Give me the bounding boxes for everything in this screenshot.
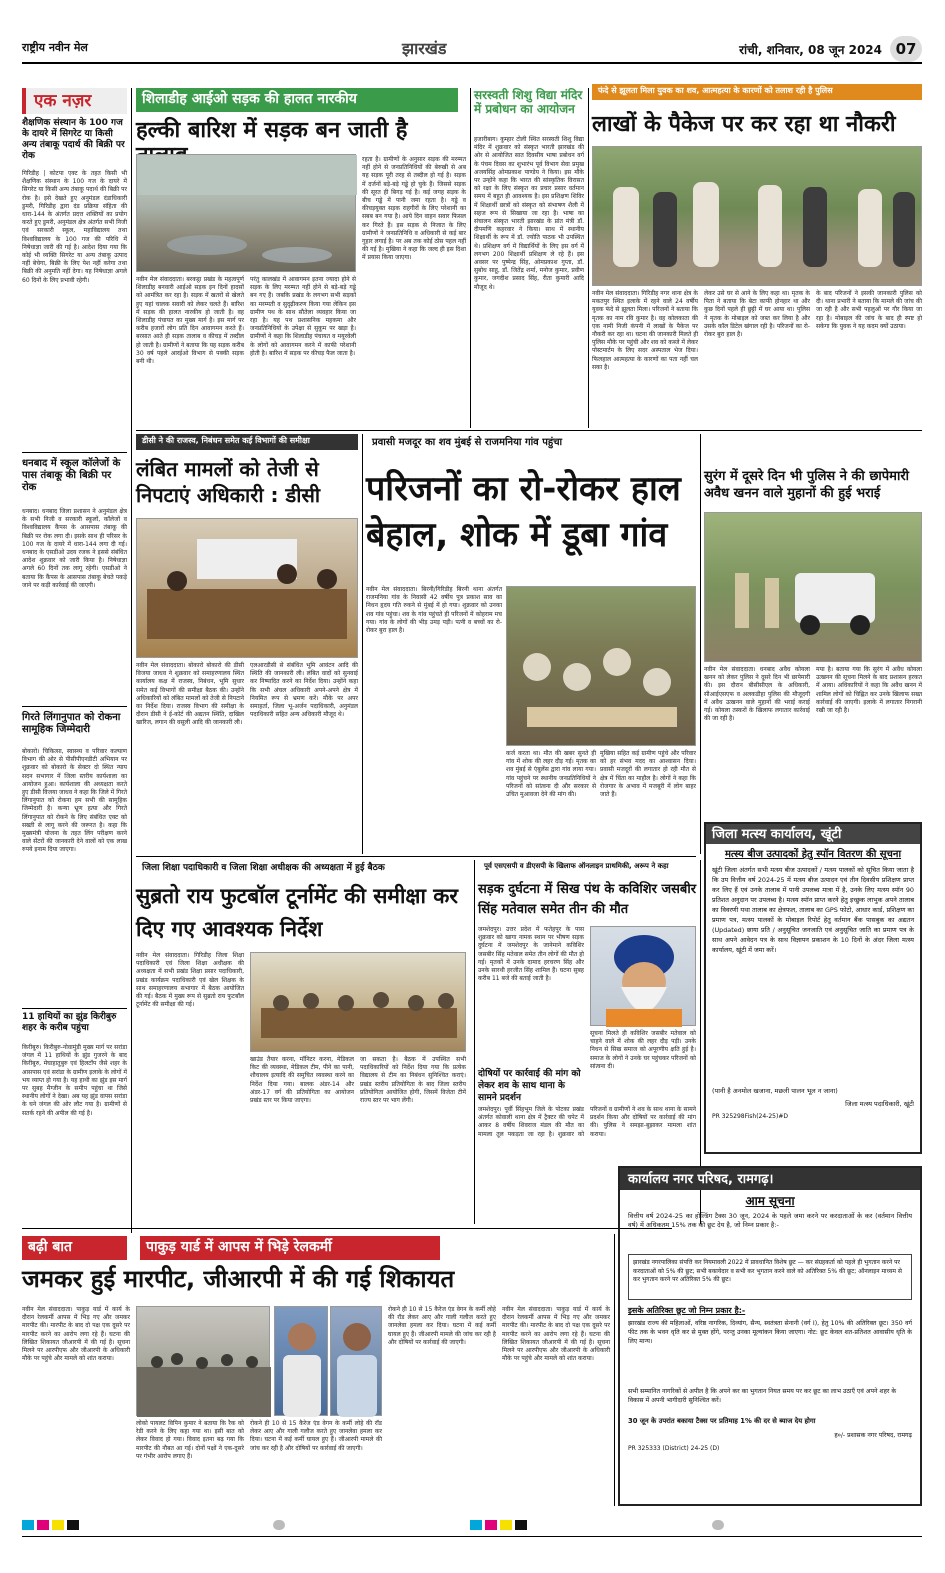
a7-column-3: जा सकता है। बैठक में उपस्थित सभी पदाधिकारियों को निर्देश दिया गया कि प्रत्येक विद्यालय से टीम का निबंधन सुनिश्चित कराएं। प्रखंड स्तरीय प्रतियोगिता के बाद जिला स्तरीय प्रतियोगिता आयोजित होगी, जिसमें विजेता टीमें राज्य स्तर पर भाग लेंगी। (360, 1056, 466, 1105)
column-rule (474, 860, 475, 1224)
notice-slogan: (पानी है अनमोल खजाना, मछली पालन भूल न जाना) (712, 1087, 838, 1095)
notice-body: खूंटी जिला अंतर्गत सभी मत्स्य बीज उत्पादकों / मत्स्य पालकों को सूचित किया जाता है कि उप वित्तीय वर्ष 2024-25 में मत्स्य बीज उत्पादन एवं तीन दिवसीय प्रशिक्षण प्राप्त कर लिए हैं एवं उनके तालाब में पानी उपलब्ध मात्रा में है, उनके लिए मत्स्य स्पॉन 90 प्रतिशत अनुदान पर उपलब्ध है। मत्स्य स्पॉन प्राप्त करने हेतु इच्छुक लाभुक अपने तालाब का विवरणी यथा तालाब का क्षेत्रफल, तालाब का GPS फोटो, आधार कार्ड, प्रशिक्षण का प्रमाण पत्र, मत्स्य पालकों के मोबाइल रिपोर्ट हेतु वर्तमान बैंक पासबुक का अद्यतन (Updated) छाया प्रति / अनुसूचित जनजाति एवं अनुसूचित जाति का प्रमाण पत्र के साथ अपने आवेदन पत्र के साथ विज्ञापन प्रकाशन के 10 दिनों के अंदर जिला मत्स्य कार्यालय, खूंटी में जमा करें। (712, 866, 914, 954)
a5-column-3: मुखिया सहित कई ग्रामीण पहुंचे और परिवार को हर संभव मदद का आश्वासन दिया। प्रवासी मजदूरों की लगातार हो रही मौत से क्षेत्र में चिंता का माहौल है। लोगों ने कहा कि रोजगार के अभाव में मजबूरी में लोग बाहर जाते हैं। (600, 750, 696, 799)
a7-column-1: नवीन मेल संवाददाता। गिरिडीह जिला शिक्षा पदाधिकारी एवं जिला शिक्षा अधीक्षक की अध्यक्षता में सभी प्रखंड शिक्षा प्रसार पदाधिकारी, प्रखंड कार्यक्रम पदाधिकारी एवं खेल शिक्षक के साथ समाहरणालय सभागार में बैठक आयोजित की गई। बैठक में मुख्य रूप से सुब्रतो राय फुटबॉल टूर्नामेंट की समीक्षा की गई। (136, 952, 244, 1009)
a8-column-2: सूचना मिलते ही कविशिर जसबीर मतेवाल को चाहने वाले में शोक की लहर दौड़ पड़ी। उनके निधन से सिख समाज को अपूरणीय क्षति हुई है। समाज के लोगों ने उनके घर पहुंचकर परिजनों को सांत्वना दी। (590, 1030, 696, 1070)
notice-extra-head: इसके अतिरिक्त छूट जो निम्न प्रकार है:- (628, 1306, 746, 1316)
people-photo (592, 146, 922, 286)
a3-column-2: लेकर उसे घर से आने के लिए कहा था। मृतक के पिता ने बताया कि बेटा काफी होनहार था और कुछ दिनों पहले ही छुट्टी में घर आया था। पुलिस ने मृतक के मोबाइल को जब्त कर लिया है और उसके कॉल डिटेल खंगाल रही है। परिजनों का रो-रोकर बुरा हाल है। (704, 290, 810, 339)
education-meeting-photo (250, 952, 466, 1052)
notice-appeal: सभी सम्मानित नागरिकों से अपील है कि अपने कर का भुगतान नियत समय पर कर छूट का लाभ उठाएँ एवं अपने शहर के विकास में अपनी भागीदारी सुनिश्चित करें। (628, 1387, 897, 1404)
notice-extra: झारखंड राज्य की महिलाओं, वरिष्ठ नागरिक, दिव्यांग, सैन्य, स्वतंत्रता सेनानी (वर्ग I), हेतु 10% की अतिरिक्त छूट। 350 वर्ग फीट तक के भवन धृति कर से मुक्त होंगे, परन्तु उनका मूल्यांकन किया जाएगा। नोट: छूट केवल शत-प्रतिशत आवासीय धृति के लिए मान्य। (628, 1319, 912, 1345)
sidebar-story-2-head: धनबाद में स्कूल कॉलेजों के पास तंबाकू की बिक्री पर रोक (22, 458, 121, 493)
story-headline: सड़क दुर्घटना में सिख पंथ के कविशिर जसबीर सिंह मतेवाल समेत तीन की मौत (478, 882, 697, 917)
a1-column-3: रहता है। ग्रामीणों के अनुसार सड़क की मरम्मत नहीं होने से जनप्रतिनिधियों की बेरुखी से अब यह सड़क पूरी तरह से तब्दील हो गई है। सड़क में दर्जनों बड़े-बड़े गड्ढे हो चुके हैं। जिससे सड़क की सूरत ही बिगड़ गई है। कई जगह सड़क के बीच गड्ढे में पानी जमा रहता है। गड्ढे व कीचड़युक्त सड़क राहगीरों के लिए परेशानी का सबब बन गया है। आये दिन वाहन सवार फिसल कर गिरते हैं। इस सड़क से निजात के लिए ग्रामीणों ने जनप्रतिनिधि व अधिकारी से कई बार गुहार लगाई है। पर अब तक कोई ठोस पहल नहीं की गई है। मुखिया ने कहा कि जल्द ही इस दिशा में प्रयास किया जाएगा। (362, 156, 466, 262)
fisheries-notice (704, 822, 922, 1154)
portrait-photo (590, 926, 696, 1026)
masthead (22, 36, 922, 64)
badhi-baat-label: बढ़ी बात (22, 1236, 127, 1260)
story-strip: सरस्वती शिशु विद्या मंदिर में प्रबोधन का आयोजन (474, 88, 583, 116)
municipal-notice (618, 1166, 922, 1506)
section-rule (22, 1228, 672, 1229)
a2-body: हजारीबाग। कुम्हार टोली स्थित सरस्वती शिशु विद्या मंदिर में शुक्रवार को संस्कृत भारती झारखंड की ओर से आयोजित सात दिवसीय भाषा प्रबोधन वर्ग के पंचम दिवस का शुभारंभ पूर्व विभाग सेवा प्रमुख अजयसिंह ओमप्रकाश पाण्डेय ने किया। इस मौके पर उन्होंने कहा कि भारत की सांस्कृतिक विरासत को रक्षा के लिए संस्कृत का प्रचार प्रसार वर्तमान समय में बहुत ही आवश्यक है। इस प्रशिक्षण शिविर में शिक्षार्थी छात्रों को संस्कृत को संभाषण शैली में सहज रूप से सिखाया जा रहा है। भाषा का संचालन संस्कृत भारती झारखंड के प्रांत मंत्री डॉ. दीपमणि कहरवार ने किया। साथ में स्थानीय शिक्षार्थी के रूप में डॉ. ज्योति पाठक भी उपस्थित थे। प्रशिक्षण वर्ग में विद्यार्थियों के लिए इस वर्ग में लगभग 200 शिक्षार्थी प्रशिक्षण ले रहे हैं। इस अवसर पर पुष्पेन्द्र सिंह, ओमप्रकाश गुप्ता, डॉ. सुबोध साहू, डॉ. जितेंद्र शर्मा, मनोज कुमार, प्रवीण कुमार, जगदीश प्रसाद सिंह, रीता कुमारी आदि मौजूद थे। (474, 136, 584, 291)
divider (22, 706, 127, 707)
sidebar-story-2-body: धनबाद। धनबाद जिला प्रशासन ने अनुमंडल क्षेत्र के सभी निजी व सरकारी स्कूलों, कॉलेजों व विश्वविद्यालय कैंपस के आसपास तंबाकू की बिक्री पर रोक लगा दी। इसके साथ ही परिसर के 100 गज के दायरे में धारा-144 लगा दी गई। धनबाद के एसडीओ उदय रजक ने इससे संबंधित आदेश शुक्रवार को जारी किया है। निषेधाज्ञा अगले 60 दिनों तक लागू रहेगी। एसडीओ ने बताया कि कैंपस के आसपास तंबाकू बेचते पकड़े जाने पर कड़ी कार्रवाई की जाएगी। (22, 508, 127, 589)
a4-column-1: नवीन मेल संवाददाता। बोकारो बोकारो की डीसी विजया जाधव ने शुक्रवार को समाहरणालय स्थित कार्यालय कक्ष में राजस्व, निबंधन, भूमि सुधार समेत कई विभागों की समीक्षा बैठक की। उन्होंने अधिकारियों को लंबित मामलों को तेजी से निपटाने का निर्देश दिया। राजस्व विभाग की समीक्षा के दौरान डीसी ने ई-कोर्ट की अद्यतन स्थिति, दाखिल खारिज, लगान की वसूली आदि की जानकारी ली। (136, 662, 244, 727)
notice-title: कार्यालय नगर परिषद, रामगढ़। (620, 1168, 920, 1190)
story-strip: शिलाडीह आईओ सड़क की हालत नारकीय (136, 88, 458, 112)
notice-pr: PR 325298Fish(24-25)#D (712, 1112, 788, 1120)
story-headline: जमकर हुई मारपीट, जीआरपी में की गई शिकायत (22, 1265, 455, 1293)
print-registration-bar (22, 1520, 922, 1534)
sidebar-story-3-head: गिरते लिंगानुपात को रोकना सामूहिक जिम्मेदारी (22, 712, 121, 735)
a5-column-1: नवीन मेल संवाददाता। बिरनी/गिरिडीह बिरनी थाना अंतर्गत राजमनिया गांव के निवासी 42 वर्षीय पुत्र प्रकाश साव का निधन हृदय गति रुकने से मुंबई में हो गया। शुक्रवार को उनका शव गांव पहुंचा। शव के गांव पहुंचते ही परिजनों में कोहराम मच गया। गांव के लोगों की भीड़ उमड़ पड़ी। पत्नी व बच्चों का रो-रोकर बुरा हाल है। (366, 586, 502, 635)
a6-column-2: मया है। बताया गया कि सुरंग में अवैध कोयला उत्खनन की सूचना मिलने के बाद प्रशासन हरकत में आया। अधिकारियों ने कहा कि अवैध खनन में शामिल लोगों को चिह्नित कर उनके खिलाफ सख्त कार्रवाई की जाएगी। इलाके में लगातार निगरानी रखी जा रही है। (816, 666, 922, 715)
story-strip: डीसी ने की राजस्व, निबंधन समेत कई विभागों की समीक्षा (136, 434, 358, 450)
a8-column-1: जमशेदपुर। उत्तर प्रदेश में फतेहपुर के पास शुक्रवार को खागा नामक स्थान पर भीषण सड़क दुर्घटना में जमशेदपुर के जानेमाने कविशिर जसबीर सिंह मतेवाल समेत तीन लोगों की मौत हो गई। मृतकों में उनके दामाद हरचरण सिंह और उनके सारथी हरजीत सिंह शामिल हैं। घटना सुबह करीब 11 बजे की बताई जाती है। (478, 926, 584, 983)
sidebar-story-1-head: शैक्षणिक संस्थान के 100 गज के दायरे में सिगरेट या किसी अन्य तंबाकू पदार्थ की बिक्री पर रोक (22, 118, 125, 161)
story-strip: प्रवासी मजदूर का शव मुंबई से राजमनिया गांव पहुंचा (372, 437, 563, 448)
a6-column-1: नवीन मेल संवाददाता। धनबाद अवैध कोयला खनन को लेकर पुलिस ने दूसरे दिन भी छापेमारी की। इस दौरान बीसीसीएल के अधिकारी, सीआईएसएफ व अलकडीहा पुलिस की मौजूदगी में अवैध उत्खनन वाले मुहानों की भराई कराई गई। कोयला तस्करों के खिलाफ लगातार कार्रवाई की जा रही है। (704, 666, 810, 723)
a9-column-4: नवीन मेल संवाददाता। पाकुड़ यार्ड में कार्य के दौरान रेलकर्मी आपस में भिड़ गए और जमकर मारपीट की। मारपीट के बाद दो पक्ष एक दूसरे पर मारपीट करने का आरोप लगा रहे हैं। घटना की लिखित शिकायत जीआरपी में की गई है। सूचना मिलने पर आरपीएफ और जीआरपी के अधिकारी मौके पर पहुंचे और मामले को शांत कराया। (502, 1306, 610, 1363)
story-strip: पाकुड़ यार्ड में आपस में भिड़े रेलकर्मी (140, 1236, 440, 1260)
story-strip: फंदे से झूलता मिला युवक का शव, आत्महत्या के कारणों को तलाश रही है पुलिस (592, 84, 922, 100)
story-strip: पूर्व एसएसपी व डीएसपी के खिलाफ ऑनलाइन प्राथमिकी, अरूप ने कहा (484, 862, 669, 870)
sidebar-story-1-body: गिरिडीह | कोटपा एक्ट के तहत किसी भी शैक्षणिक संस्थान के 100 गज के दायरे में सिगरेट या किसी अन्य तंबाकू पदार्थ की बिक्री पर रोक है। इसे देखते हुए अनुमंडल दंडाधिकारी डुमरी, गिरिडीह द्वारा दंड प्रक्रिया संहिता की धारा-144 के अंतर्गत प्रदत्त शक्तियों का प्रयोग करते हुए डुमरी, अनुमंडल क्षेत्र अंतर्गत सभी निजी एवं सरकारी स्कूल, महाविद्यालय तथा विश्वविद्यालय के 100 गज की परिधि में निषेधाज्ञा जारी की गई है। आदेश दिया गया कि कोई भी व्यक्ति सिगरेट या अन्य तंबाकू उत्पाद नहीं बेचेगा, बिक्री के लिए पेश नहीं करेगा तथा बिक्री की अनुमति नहीं देगा। यह निषेधाज्ञा अगले 60 दिनों के लिए प्रभावी रहेगी। (22, 170, 127, 284)
column-rule (588, 88, 589, 428)
a8-column-3: जमशेदपुर। पूर्वी सिंहभूम जिले के पोटका प्रखंड अंतर्गत कोवाली थाना क्षेत्र में ट्रैक्टर की चपेट में आकर 8 वर्षीय शिवराज मंडल की मौत का मामला तूल पकड़ता जा रहा है। शुक्रवार को परिजनों व ग्रामीणों ने शव के साथ थाना के सामने प्रदर्शन किया और दोषियों पर कार्रवाई की मांग की। पुलिस ने समझा-बुझाकर मामला शांत कराया। (478, 1106, 696, 1138)
sidebar-label-box (22, 88, 127, 114)
notice-interest: 30 जून के उपरांत बकाया टैक्स पर प्रतिमाह 1% की दर से ब्याज देय होगा (628, 1416, 816, 1425)
a5-column-2: कर्ज करता था। मौत की खबर सुनते ही गांव में शोक की लहर दौड़ गई। मृतक का शव मुंबई से एंबुलेंस द्वारा गांव लाया गया। गांव पहुंचने पर स्थानीय जनप्रतिनिधियों ने परिजनों को सांत्वना दी और सरकार से उचित मुआवजा देने की मांग की। (506, 750, 596, 799)
a9-column-2b: रोकने ही 10 से 15 कैरेज एंड वेगन के कर्मी लोहे की रॉड लेकर आए और गाली गलौज करते हुए जानलेवा हमला कर दिया। घटना में कई कर्मी घायल हुए हैं। जीआरपी मामले की जांच कर रही है और दोषियों पर कार्रवाई की जाएगी। (250, 1420, 382, 1452)
column-rule (614, 1234, 615, 1506)
story-headline: लंबित मामलों को तेजी से निपटाएं अधिकारी : डीसी (136, 457, 321, 507)
story-headline: सुरंग में दूसरे दिन भी पुलिस ने की छापेमारी अवैध खनन वाले मुहानों की हुई भराई (704, 469, 910, 501)
a1-column-2: परंतु कालखंड में आवागमन इतना ज्यादा होने से सड़क के लिए मरम्मत नहीं होने से बड़े-बड़े गड्ढे बन गए हैं। जबकि प्रखंड के लगभग सभी सड़कों का मरम्मती व सुदृढ़ीकरण किया गया लेकिन इस ग्रामीण पथ के साथ सौतेला व्यवहार किया जा रहा है। यह पथ प्रशासनिक महकमा और जनप्रतिनिधियों के उपेक्षा से सुकूम पर खड़ा है। ग्रामीणों ने कहा कि शिलाडीह पंचायत व मयूरवेली के लोगों को आवागमन करने में काफी परेशानी होती है। बारिश में सड़क पर कीचड़ फैल जाता है। (250, 276, 356, 357)
sidebar-story-4-body: किरीबुरु। किरीबुरु-नोवामुंडी मुख्य मार्ग पर सरांडा जंगल में 11 हाथियों के झुंड गुजरने के बाद किरीबुरु, मेघाहातुबुरु एवं हिलटॉप जैसे शहर के आसपास एवं सरांडा के ग्रामीण इलाके के लोगों में भय व्याप्त हो गया है। यह हाथी का झुंड इस मार्ग पर सुबह मैग्जीन के समीप पहुंचा था जिसे स्थानीय लोगों ने देखा। अब यह झुंड वापस सरांडा के घने जंगल की ओर लौट गया है। ग्रामीणों से सतर्क रहने की अपील की गई है। (22, 1044, 127, 1117)
story-headline: लाखों के पैकेज पर कर रहा था नौकरी (592, 112, 896, 137)
column-rule (131, 88, 132, 1233)
divider (22, 1008, 127, 1009)
a9-column-3: रोकने ही 10 से 15 कैरेज एंड वेगन के कर्मी लोहे की रॉड लेकर आए और गाली गलौज करते हुए जानलेवा हमला कर दिया। घटना में कई कर्मी घायल हुए हैं। जीआरपी मामले की जांच कर रही है और दोषियों पर कार्रवाई की जाएगी। (388, 1306, 496, 1346)
section-rule (136, 430, 922, 431)
a7-column-2: खाउंड तैयार करना, मॉनिटर करना, मेडिकल किट की व्यवस्था, मेडिकल टीम, पीने का पानी, शौचालय इत्यादि की समुचित व्यवस्था करने का निर्देश दिया गया। बालक अंडर-14 और अंडर-17 वर्ग की प्रतियोगिता का आयोजन प्रखंड स्तर पर किया जाएगा। (250, 1056, 354, 1105)
person-photo (274, 1306, 328, 1416)
sidebar-story-3-body: बोकारो। चिकित्सा, स्वास्थ्य व परिवार कल्याण विभाग की ओर से पीसीपीएनडीटी अभियान पर शुक्रवार को बोकारो के सेक्टर दो स्थित न्याय सदन सभागार में जिला स्तरीय कार्यशाला का आयोजन हुआ। कार्यशाला की अध्यक्षता करते हुए डीसी विजया जाधव ने कहा कि जिले में गिरते लिंगानुपात को रोकना हम सभी की सामूहिक जिम्मेदारी है। कन्या भ्रूण हत्या और गिरते लिंगानुपात को रोकने के लिए संबंधित एक्ट को सख्ती से लागू करने की जरूरत है। कहा कि मुख्यमंत्री योजना के तहत लिंग परीक्षण करने वाले सेंटरों की जानकारी देने वालों को एक लाख रुपये इनाम दिया जाएगा। (22, 748, 127, 854)
column-rule (362, 434, 363, 854)
story-headline: हल्की बारिश में सड़क बन जाती है (136, 118, 408, 143)
divider (22, 452, 127, 453)
a8-subheadline: दोषियों पर कार्रवाई की मांग को लेकर शव के साथ थाना के सामने प्रदर्शन (478, 1069, 581, 1103)
story-strip: जिला शिक्षा पदाधिकारी व जिला शिक्षा अधीक्षक की अध्यक्षता में हुई बैठक (142, 863, 385, 873)
notice-subtitle: आम सूचना (745, 1194, 795, 1208)
notice-signature: जिला मत्स्य पदाधिकारी, खूंटी (845, 1099, 914, 1108)
notice-signature: ह०/- प्रशासक नगर परिषद, रामगढ़ (834, 1432, 912, 1440)
footer-rule (22, 1536, 922, 1537)
mourning-photo (506, 586, 696, 746)
notice-lead: वित्तीय वर्ष 2024-25 का होल्डिंग टैक्स 30 जून, 2024 के पहले जमा करने पर करदाताओं के कर (वर्तमान वित्तीय वर्ष) में अधिकतम 15% तक की छूट देय है, जो निम्न प्रकार है:- (628, 1212, 912, 1230)
a1-column-1: नवीन मेल संवाददाता। बरकट्ठा प्रखंड के महत्वपूर्ण शिलाडीह बनवारी आईओ सड़क इन दिनों हादसों को आमंत्रित कर रहा है। सड़क में खतरों से खेलते हुए यहां चालक सवारी को लेकर चलते हैं। बारिश में सड़क की हालत नारकीय हो जाती है। वह शिलाडीह पंचायत का मुख्य मार्ग है। इस मार्ग पर करीब हजारों लोग प्रति दिन आवागमन करते हैं। बरसात आते ही सड़क तालाब व कीचड़ में तब्दील हो जाती है। ग्रामीणों ने बताया कि यह सड़क करीब 30 वर्ष पहले आरईओ विभाग से पक्की सड़क बनी थी। (136, 276, 244, 366)
notice-subtitle: मत्स्य बीज उत्पादकों हेतु स्पॉन वितरण की सूचना (724, 849, 902, 860)
notice-pr: PR 325333 (District) 24-25 (D) (628, 1444, 720, 1452)
column-rule (470, 88, 471, 428)
road-photo (136, 154, 356, 272)
sidebar-label: एक नज़र (34, 91, 92, 111)
date-line: रांची, शनिवार, 08 जून 2024 (739, 43, 882, 57)
story-headline: सुब्रतो राय फुटबॉल टूर्नामेंट की समीक्षा कर दिए गए आवश्यक निर्देश (136, 884, 458, 941)
rail-yard-photo (136, 1306, 270, 1416)
person-photo (330, 1306, 382, 1416)
a3-column-3: के बाद परिजनों ने इसकी जानकारी पुलिस को दी। थाना प्रभारी ने बताया कि मामले की जांच की जा रही है और सभी पहलुओं पर गौर किया जा रहा है। मोबाइल की जांच के बाद ही स्पष्ट हो सकेगा कि युवक ने यह कदम क्यों उठाया। (816, 290, 922, 330)
a3-column-1: नवीन मेल संवाददाता। गिरिडीह नगर थाना क्षेत्र के मकतपुर स्थित इलाके में रहने वाले 24 वर्षीय युवक फंदे से झूलता मिला। परिजनों ने बताया कि मृतक का नाम रवि कुमार है। वह कोलकाता की एक नामी निजी कंपनी में लाखों के पैकेज पर नौकरी कर रहा था। घटना की जानकारी मिलते ही पुलिस मौके पर पहुंची और शव को कब्जे में लेकर पोस्टमार्टम के लिए सदर अस्पताल भेज दिया। फिलहाल आत्महत्या के कारणों का पता नहीं चल सका है। (592, 290, 698, 371)
notice-title: जिला मत्स्य कार्यालय, खूंटी (706, 824, 920, 844)
meeting-photo (136, 518, 358, 658)
notice-rebate-box: झारखंड नगरपालिका संपत्ति कर नियमावली 2022 में प्रावधानित विशेष छूट — कर संग्रहकर्ता को पहले ही भुगतान करने पर करदाताओं को 5% की छूट; सभी बकायेदार व सभी कर भुगतान करने वाले को अतिरिक्त 5% की छूट; ऑनलाइन माध्यम से कर भुगतान करने पर अतिरिक्त 5% की छूट। (628, 1254, 912, 1300)
vehicle-photo (704, 512, 922, 662)
sidebar-story-4-head: 11 हाथियों का झुंड किरीबुरु शहर के करीब पहुंचा (22, 1012, 117, 1033)
paper-name: राष्ट्रीय नवीन मेल (22, 41, 88, 54)
a9-column-1: नवीन मेल संवाददाता। पाकुड़ यार्ड में कार्य के दौरान रेलकर्मी आपस में भिड़ गए और जमकर मारपीट की। मारपीट के बाद दो पक्ष एक दूसरे पर मारपीट करने का आरोप लगा रहे हैं। घटना की लिखित शिकायत जीआरपी में की गई है। सूचना मिलने पर आरपीएफ और जीआरपी के अधिकारी मौके पर पहुंचे और मामले को शांत कराया। (22, 1306, 130, 1363)
page-number: 07 (890, 36, 922, 62)
column-rule (700, 434, 701, 854)
a4-column-2: एलआरडीसी से संबंधित भूमि आवंटन आदि की स्थिति की जानकारी ली। लंबित वादों को सुनवाई कर निष्पादित करने का निर्देश दिया। उन्होंने कहा कि सभी अंचल अधिकारी अपने-अपने क्षेत्र में नियमित रूप से भ्रमण करें। मौके पर अपर समाहर्ता, जिला भू-अर्जन पदाधिकारी, अनुमंडल पदाधिकारी सहित अन्य अधिकारी मौजूद थे। (250, 662, 358, 719)
section-rule (136, 856, 696, 857)
story-headline: परिजनों का रो-रोकर हाल बेहाल, शोक में डूबा गांव (366, 469, 681, 555)
a9-column-2: लोको पायलट विपिन कुमार ने बताया कि रैक को रेडी करने के लिए कहा गया था। इसी बात को लेकर विवाद हो गया। विवाद इतना बढ़ गया कि मारपीट की नौबत आ गई। दोनों पक्षों ने एक-दूसरे पर गंभीर आरोप लगाए हैं। (136, 1420, 244, 1460)
section-title: झारखंड (402, 39, 447, 58)
